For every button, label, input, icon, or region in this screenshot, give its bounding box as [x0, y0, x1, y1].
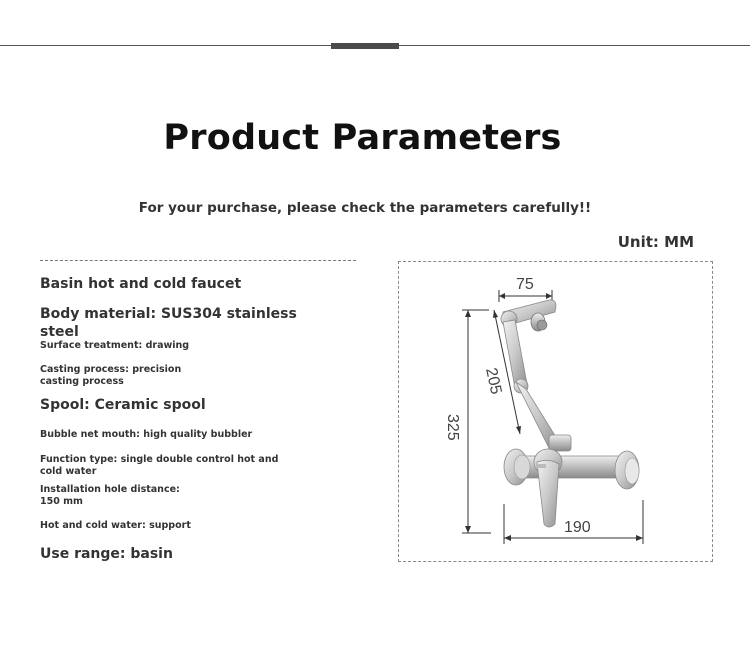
dim-height-label: 325	[444, 414, 461, 441]
dimension-top-width	[499, 276, 552, 302]
params-divider	[40, 260, 356, 261]
dimension-height	[444, 310, 491, 533]
param-function-type: Function type: single double control hot and cold water	[40, 454, 279, 477]
param-spool: Spool: Ceramic spool	[40, 397, 206, 413]
param-surface-treatment: Surface treatment: drawing	[40, 340, 190, 351]
unit-label: Unit: MM	[617, 233, 694, 251]
param-body-material: Body material: SUS304 stainless steel	[40, 306, 297, 340]
page-title: Product Parameters	[163, 118, 562, 158]
param-bubble-net-mouth: Bubble net mouth: high quality bubbler	[40, 429, 253, 440]
page-subtitle: For your purchase, please check the parameters carefully!!	[138, 200, 592, 216]
dimension-base-width	[504, 500, 643, 544]
faucet-illustration	[501, 300, 639, 527]
faucet-drawing	[399, 262, 714, 563]
dim-base-width-label: 190	[564, 519, 591, 536]
param-installation-hole-distance: Installation hole distance: 150 mm	[40, 484, 180, 507]
param-hot-cold-water: Hot and cold water: support	[40, 520, 191, 531]
faucet-dimension-diagram	[398, 261, 713, 562]
dim-top-width-label: 75	[516, 276, 534, 293]
dim-arm-length-label: 205	[482, 366, 505, 396]
param-casting-process: Casting process: precision casting process	[40, 364, 182, 387]
param-product-type: Basin hot and cold faucet	[40, 276, 242, 292]
top-accent-bar	[331, 43, 399, 49]
param-use-range: Use range: basin	[40, 546, 173, 562]
